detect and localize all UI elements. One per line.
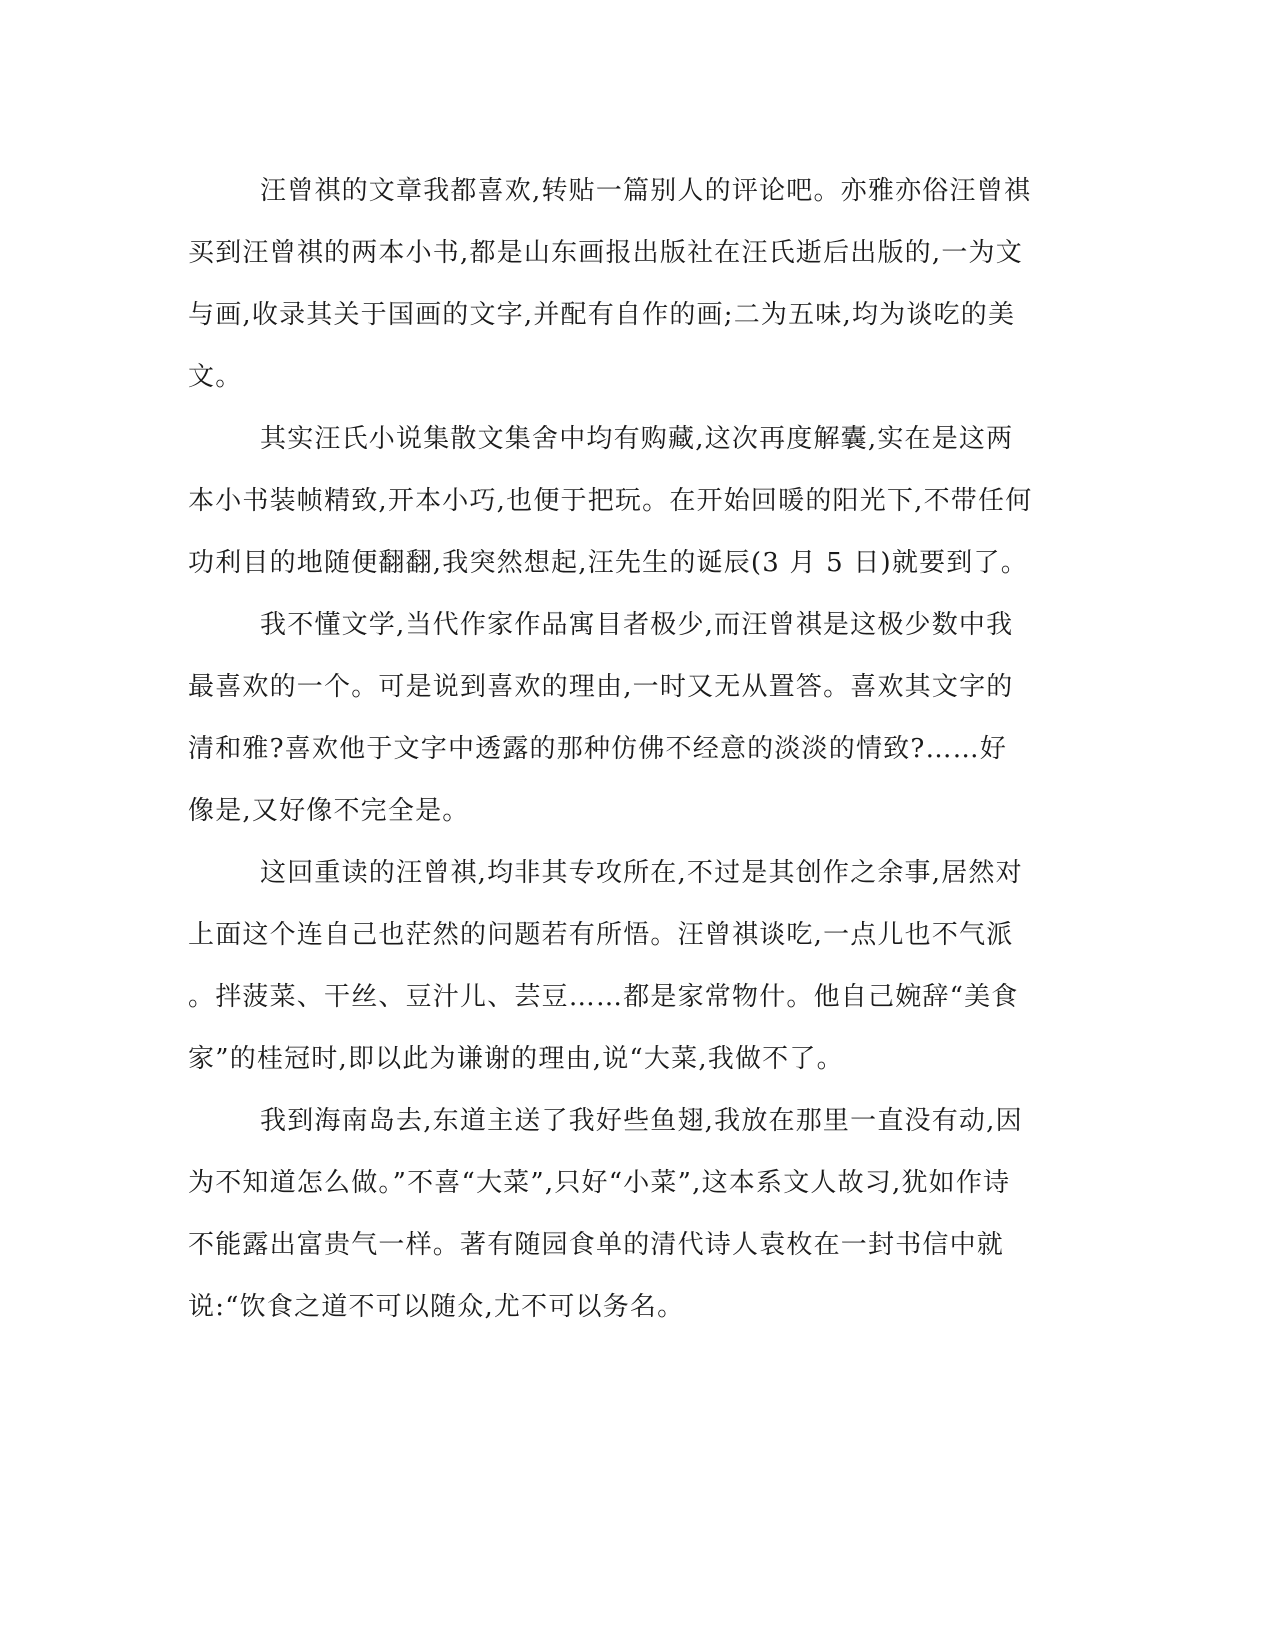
text-line: 汪曾祺的文章我都喜欢,转贴一篇别人的评论吧。亦雅亦俗汪曾祺 (260, 176, 1032, 206)
text-line: 与画,收录其关于国画的文字,并配有自作的画;二为五味,均为谈吃的美 (188, 300, 1016, 330)
text-line: 清和雅?喜欢他于文字中透露的那种仿佛不经意的淡淡的情致?……好 (188, 734, 1008, 764)
text-line: 家”的桂冠时,即以此为谦谢的理由,说“大菜,我做不了。 (188, 1044, 844, 1074)
text-line: 像是,又好像不完全是。 (188, 796, 470, 826)
text-line: 文。 (188, 362, 243, 392)
text-line: 。拌菠菜、干丝、豆汁儿、芸豆……都是家常物什。他自己婉辞“美食 (188, 982, 1019, 1012)
text-line: 为不知道怎么做。”不喜“大菜”,只好“小菜”,这本系文人故习,犹如作诗 (188, 1168, 1011, 1198)
text-line: 买到汪曾祺的两本小书,都是山东画报出版社在汪氏逝后出版的,一为文 (188, 238, 1023, 268)
text-line: 不能露出富贵气一样。著有随园食单的清代诗人袁枚在一封书信中就 (188, 1230, 1005, 1260)
text-line: 说:“饮食之道不可以随众,尤不可以务名。 (188, 1292, 685, 1322)
text-line: 我不懂文学,当代作家作品寓目者极少,而汪曾祺是这极少数中我 (260, 610, 1014, 640)
text-line: 我到海南岛去,东道主送了我好些鱼翅,我放在那里一直没有动,因 (260, 1106, 1023, 1136)
text-line: 本小书装帧精致,开本小巧,也便于把玩。在开始回暖的阳光下,不带任何 (188, 486, 1033, 516)
article-body (188, 160, 1078, 1338)
text-line: 这回重读的汪曾祺,均非其专攻所在,不过是其创作之余事,居然对 (260, 858, 1023, 888)
text-line: 其实汪氏小说集散文集舍中均有购藏,这次再度解囊,实在是这两 (260, 424, 1014, 454)
text-line: 最喜欢的一个。可是说到喜欢的理由,一时又无从置答。喜欢其文字的 (188, 672, 1014, 702)
text-line: 上面这个连自己也茫然的问题若有所悟。汪曾祺谈吃,一点儿也不气派 (188, 920, 1014, 950)
text-line: 功利目的地随便翻翻,我突然想起,汪先生的诞辰(3 月 5 日)就要到了。 (188, 548, 1028, 578)
